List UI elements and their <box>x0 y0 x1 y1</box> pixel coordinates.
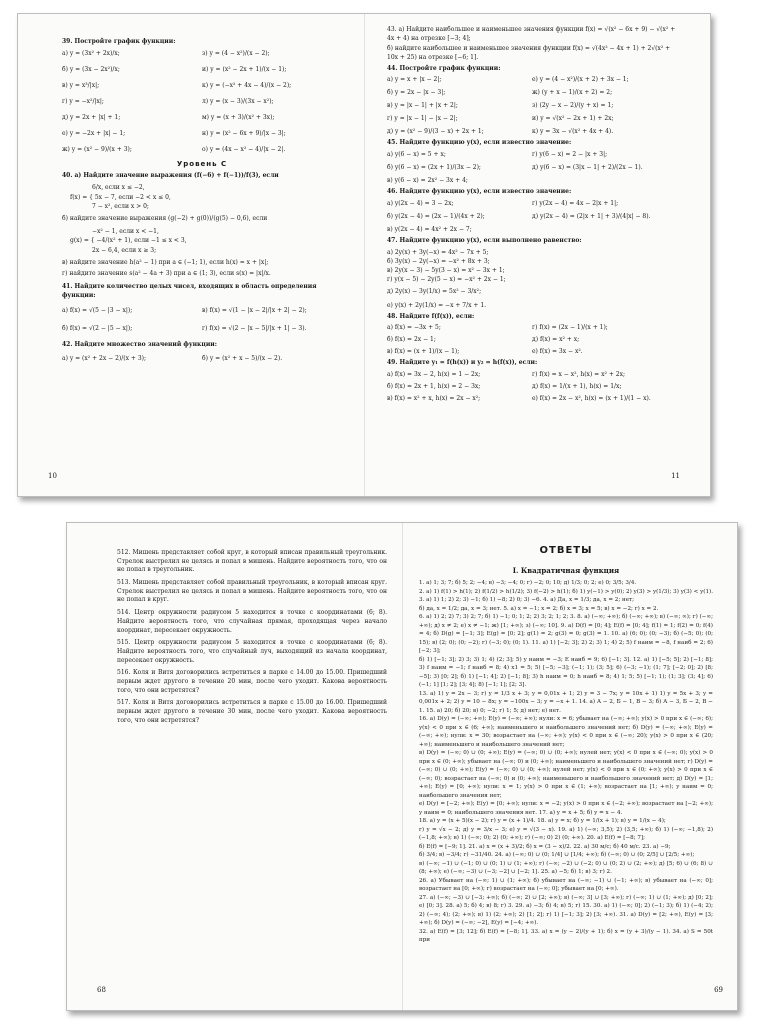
book-spread-top <box>17 13 711 497</box>
exercise-41-title: 41. Найдите количество целых чисел, входящих в область определения функции: <box>62 283 317 299</box>
ex47-item: е) y(x) + 2y(1/x) = −x + 7/x + 1. <box>387 301 487 309</box>
ex39-row <box>62 97 342 106</box>
ex44-item: ж) (y + x − 1)/(x + 2) = 2; <box>532 89 613 97</box>
answer-paragraph: б) 1) [−1; 3]; 2) 3; 3) 1; 4) (2; 3]; 5) y наим = −3; E наиб = 9; 6) [−1; 3]. 12. а) 1) [−5; 5]; 2) [−1; 8]; 3) f наим = −1; f наиб = 8; 4) x1 = 5; 5) [−5; −3]; (−1; 1); (3; 5]; 6) (−3; −1); (1; 7]; [−2; 0]; 2) [8; −5]; 3) [0; 2]; б) 1) [−1; 4]; 2) [−1; 8]; 3) h наим = 0; h наиб = 8; 4) 1; 5; 5) [−1; 1); (1; 3]; (3; 4]; 6) (−1; 1] [1; 2]; [3; 4]; 8) [−1; 1]; [2; 3]. <box>419 656 713 688</box>
exercise-44-title: 44. Постройте график функции: <box>387 64 501 72</box>
exercise-42-title: 42. Найдите множество значений функции: <box>62 340 217 348</box>
ex47-line <box>387 257 677 266</box>
ex39-item: е) y = −2x + |x| − 1; <box>62 129 126 137</box>
ex45-item: д) y(6 − x) = (3|x − 1| + 2)/(2x − 1). <box>532 164 643 172</box>
ex45-row <box>387 163 677 172</box>
page-68 <box>67 523 402 1010</box>
answer-paragraph: 13. а) 1) y = 2x − 3; г) y = 1/3 x + 3; у = 0,01x + 1; 2) y = 3 − 7x; y = 10x + 1) 1) y = 5x + 3; y = 0,001x + 2; 2) y = 10 − 8x; y = −100x − 3; y = −x + 1. 14. а) А − 2, Б − 1, В − 3; б) А − 3, Б − 2, В − 1. 15. а) 20; б) 20; в) 0; −2; г) 1; 5; д) нет; е) нет. <box>419 690 713 714</box>
ex48-item: а) f(x) = −3x + 5; <box>387 324 441 332</box>
ex42-item: б) y = (x² + x − 5)/(x − 2). <box>202 355 283 363</box>
exercise-40c: в) найдите значение h(a² − 1) при a ∈ (−1; 1), если h(x) = x + |x|; <box>62 258 269 266</box>
piecewise-line: 7 − x², если x > 0; <box>92 202 149 210</box>
answer-paragraph: 18. а) y = (x + 5)(x − 2); г) y = (x + 1)/4. 18. а) y = x; б) y = 1/(x + 1); в) y = 1/(x − 4); <box>419 818 666 824</box>
exercise-45-title: 45. Найдите функцию y(x), если известно значение: <box>387 139 572 147</box>
ex39-item: а) y = (3x² + 2x)/x; <box>62 49 120 57</box>
ex39-item: л) y = (x − 3)/(3x − x²); <box>202 97 274 105</box>
task-517: 517. Коля и Витя договорились встретиться в парке с 15.00 до 16.00. Пришедший первым ждет другого в течение 30 мин, после чего уходит. Какова вероятность того, что они встретятся? <box>117 699 387 724</box>
page-11 <box>365 14 710 496</box>
ex39-row <box>62 145 342 154</box>
ex39-row <box>62 65 342 74</box>
ex49-item: а) f(x) = 3x − 2, h(x) = 1 − 2x; <box>387 370 481 378</box>
page-69 <box>403 523 737 1010</box>
ex48-item: б) f(x) = 2x − 1; <box>387 336 436 344</box>
ex39-row <box>62 129 342 138</box>
ex49-row <box>387 382 677 391</box>
ex39-row <box>62 113 342 122</box>
ex45-item: в) y(6 − x) = 2x² − 3x + 4; <box>387 177 468 185</box>
ex45-item: б) y(6 − x) = (2x + 1)/(3x − 2); <box>387 164 481 172</box>
ex44-row <box>387 75 677 84</box>
exercise-40a: 40. а) Найдите значение выражения (f(−6) + f(−1))/f(3), если <box>62 171 279 179</box>
exercise-40b-cases <box>62 227 342 255</box>
ex47-item: г) y(x − 5) − 2y(5 − x) = −x² + 2x − 1; <box>387 275 506 283</box>
ex44-item: д) y = (x² − 9)/(3 − x) + 2x + 1; <box>387 128 484 136</box>
piecewise-line: 2x − 6,4, если x ≥ 3; <box>92 246 157 254</box>
page-number-11: 11 <box>671 472 680 480</box>
ex41-row <box>62 306 342 315</box>
ex39-row <box>62 81 342 90</box>
ex48-row <box>387 323 677 332</box>
ex48-item: г) f(x) = (2x − 1)/(x + 1); <box>532 324 608 332</box>
page-number-10: 10 <box>48 472 57 480</box>
piecewise-line: f(x) = { 5x − 7, если −2 < x ≤ 0, <box>70 193 171 201</box>
answer-paragraph: в) D(y) = (−∞; 0) ∪ (0; +∞); E(y) = (−∞; 0) ∪ (0; +∞); нулей нет; y(x) < 0 при x ∈ (−∞; 0); y(x) > 0 при x ∈ (0; +∞); убывает на (−∞; 0) и (0; +∞); наименьшего и наибольшего значений нет; г) D(y) = (−∞; 0) ∪ (0; +∞); E(y) = (−∞; 0) ∪ (0; +∞); нулей нет; y(x) < 0 при x ∈ (0; +∞); y(x) > 0 при x ∈ (−∞; 0); возрастает на (−∞; 0) и (0; +∞); наименьшего и наибольшего значений нет; д) D(y) = [1; +∞); E(y) = [0; +∞); нули: x = 1; y(x) > 0 при x ∈ (1; +∞); возрастает на [1; +∞); y наим = 0; наибольшего значения нет; <box>419 750 713 799</box>
ex39-item: д) y = 2x + |x| + 1; <box>62 113 121 121</box>
ex47-item: б) 3y(x) − 2y(−x) = −x² + 8x + 3; <box>387 257 490 265</box>
answer-paragraph: 6. а) 1) 2; 2) 7; 3) 2; 7; б) 1) −1; 0; 1; 2; 2) 3; 2; 1; 2; 3. 8. а) (−∞; +∞); б) (−∞; +∞); в) (−∞; ∞); г) (−∞; +∞); д) x ≠ 2; е) x ≠ −1; ж) [1; +∞); з) (−∞; 10]. 9. а) D(f) = [0; 4]; E(f) = [0; 4]; f(1) = 1; f(2) = 0; f(4) = 4; б) D(g) = [−1; 3]; E(g) = [0; 2]; g(1) = 2; g(3) = 0; g(3) = 1. 10. а) (6; 0); (0; −3); б) (−5; 0); (0; 15); в) (2; 0); (0; −2); г) (−3; 0); (0; 1). 11. а) 1) [−2; 3]; 2) 2; 3) 1; 4) 2; 5) f наим = −8, f наиб = 2; 6) [−2; 3]; <box>419 614 713 654</box>
ex41-item: б) f(x) = √(2 − |5 − x|); <box>62 324 133 332</box>
page-10 <box>18 14 364 496</box>
exercise-43b: б) найдите наибольшее и наименьшее значения функции f(x) = √(4x² − 4x + 1) + 2√(x² + 10x + 25) на отрезке [−6; 1]. <box>387 45 671 62</box>
ex42-item: а) y = (x² + 2x − 2)/(x + 3); <box>62 355 146 363</box>
page-11-content <box>387 26 677 403</box>
ex46-item: г) y(2x − 4) = 4x − 2|x + 1|; <box>532 199 619 207</box>
ex45-row <box>387 150 677 159</box>
page-68-content <box>117 549 387 729</box>
ex46-item <box>532 225 677 234</box>
ex49-item: д) f(x) = 1/(x + 1), h(x) = 1/x; <box>532 382 622 390</box>
page-number-68: 68 <box>97 986 106 994</box>
ex47-line <box>387 287 677 296</box>
ex46-item: в) y(2x − 4) = 4x² + 2x − 7; <box>387 225 472 233</box>
ex44-row <box>387 127 677 136</box>
ex44-item: а) y = x + |x − 2|; <box>387 76 442 84</box>
ex48-item: е) f(x) = 3x − x². <box>532 348 583 356</box>
answer-paragraph: 1. а) 1; 3; 7; б) 5; 2; −4; в) −3; −4; 0; г) −2; 0; 10; д) 1/3; 0; 2; е) 0; 3/5; 3/4. <box>419 580 637 586</box>
answer-paragraph: 32. а) E(f) = [3; 12]; б) E(f) = [−8; 1]. 33. а) x = (y − 2)/(y + 1); б) x = (y + 3)/(y − 1). 34. а) S = 50t при <box>419 928 713 943</box>
ex47-item: в) 2y(x − 3) − 5y(3 − x) = x² − 3x + 1; <box>387 266 505 274</box>
ex47-item: д) 2y(x) − 3y(1/x) = 5x² − 3/x²; <box>387 287 482 295</box>
ex44-row <box>387 101 677 110</box>
exercise-46-title: 46. Найдите функцию y(x), если известно значение: <box>387 188 572 196</box>
ex39-item: в) y = x³/|x|; <box>62 81 100 89</box>
exercise-47-title: 47. Найдите функцию y(x), если выполнено равенство: <box>387 236 582 244</box>
answers-body <box>419 579 713 945</box>
ex44-item: в) y = |x − 1| + |x + 2|; <box>387 102 458 110</box>
ex48-row <box>387 347 677 356</box>
exercise-43a: 43. а) Найдите наибольшее и наименьшее значения функции f(x) = √(x² − 6x + 9) − √(x² + 4x + 4) на отрезке [−3; 4]; <box>387 26 676 42</box>
ex49-item: г) f(x) = x − x², h(x) = x² + 2x; <box>532 370 625 378</box>
ex39-item: к) y = (−x² + 4x − 4)/(x − 2); <box>202 81 292 89</box>
ex45-item <box>532 176 677 185</box>
book-spread-bottom <box>66 522 738 1011</box>
ex46-item: д) y(2x − 4) = (2|x + 1| + 3)/(4|x| − 8). <box>532 212 651 220</box>
piecewise-line: 6/x, если x ≤ −2, <box>92 184 145 192</box>
exercise-40a-cases <box>62 183 342 211</box>
ex39-item: о) y = (4x − x² − 4)/|x − 2|. <box>202 145 286 153</box>
ex48-item: д) f(x) = x² + x; <box>532 336 580 344</box>
ex39-row <box>62 49 342 58</box>
task-513: 513. Мишень представляет собой правильный треугольник, в который вписан круг. Стрелок выстрелил не целясь и попал в мишень. Найдите вероятность того, что он не попал в круг. <box>117 579 387 604</box>
task-516: 516. Коля и Витя договорились встретиться в парке с 14.00 до 15.00. Пришедший первым ждет другого в течение 20 мин, после чего уходит. Какова вероятность того, что они встретятся? <box>117 669 387 694</box>
answer-paragraph: б) 3/4; в) −3/4; г) −31/40. 24. а) (−∞; 0) ∪ (0; 1/4] ∪ [1/4; +∞); б) (−∞; 0) ∪ (0; 2/5] ∪ [2/5; +∞); <box>419 852 695 858</box>
ex44-item: и) y = √(x² − 2x + 1) + 2x; <box>532 115 614 123</box>
ex39-item: б) y = (3x − 2x²)/x; <box>62 65 120 73</box>
answer-paragraph: 26. а) Убывает на (−∞; 1) ∪ (1; +∞); б) убывает на (−∞; −1) ∪ (−1; +∞); в) убывает на (−∞; 0]; возрастает на [0; +∞); г) возрастает на (−∞; 0]; убывает на [0; +∞). <box>419 877 713 892</box>
ex49-row <box>387 394 677 403</box>
ex41-item: г) f(x) = √(2 − |x − 5|/|x + 1| − 3). <box>202 324 307 332</box>
page-69-content <box>419 523 713 945</box>
ex46-row <box>387 225 677 234</box>
task-514: 514. Центр окружности радиусом 5 находится в точке с координатами (6; 8). Найдите вероятность того, что случайная прямая, проходящая через начало координат, пересекает окружность. <box>117 609 387 634</box>
ex44-item: г) y = |x − 1| − |x − 2|; <box>387 115 458 123</box>
ex46-row <box>387 212 677 221</box>
answer-paragraph: 2. а) 1) f(1) > h(1); 2) f(1/2) > h(1/2); 3) f(−2) > h(1); б) 1) y(−1) > y(0); 2) y(3) > y(1/3); 3) y(3) < y(1). 3. а) 1) 1; 2) 2; 3) −1; б) 1) −8; 2) 0; 3) −6. 4. а) Да, x = 1/3; да, x = 2; нет; <box>419 588 713 603</box>
ex41-item: в) f(x) = √(1 − |x − 2|/|x + 2| − 2); <box>202 306 307 314</box>
ex39-item: г) y = −x²/|x|; <box>62 97 104 105</box>
ex48-item: в) f(x) = (x + 1)/(x − 1); <box>387 348 460 356</box>
ex46-item: б) y(2x − 4) = (2x − 1)/(4x + 2); <box>387 212 485 220</box>
ex44-item: к) y = 3x − √(x² + 4x + 4). <box>532 128 614 136</box>
ex47-line <box>387 266 677 275</box>
exercise-39-rows <box>62 49 342 154</box>
ex49-row <box>387 370 677 379</box>
ex48-row <box>387 335 677 344</box>
ex39-item: и) y = (x² − 2x + 1)/(x − 1); <box>202 65 287 73</box>
exercise-39-title: 39. Постройте график функции: <box>62 38 176 45</box>
level-heading: Уровень C <box>176 159 228 168</box>
task-512: 512. Мишень представляет собой круг, в который вписан правильный треугольник. Стрелок выстрелил не целясь и попал в мишень. Найдите вероятность того, что он не попал в треугольник. <box>117 549 387 574</box>
answer-paragraph: е) D(y) = [−2; +∞); E(y) = [0; +∞); нули: x = −2; y(x) > 0 при x ∈ (−2; +∞); возрастает на [−2; +∞); y наим = 0; наибольшего значения нет. 17. а) y = x + 5; б) y = x − 4. <box>419 801 713 816</box>
answers-title: ОТВЕТЫ <box>539 545 593 556</box>
ex45-row <box>387 176 677 185</box>
answers-section-title: I. Квадратичная функция <box>512 566 620 575</box>
exercise-40d: г) найдите значение s(a² − 4a + 3) при a ∈ (1; 3), если s(x) = |x|/x. <box>62 269 271 277</box>
exercise-49-title: 49. Найдите y₁ = f(h(x)) и y₂ = h(f(x)), если: <box>387 359 538 367</box>
answer-paragraph: в) (−∞; −1) ∪ (−1; 0) ∪ (0; 1) ∪ (1; +∞); г) (−∞; −2) ∪ (−2; 0) ∪ (0; 2) ∪ (2; +∞); д) [5; 6) ∪ (6; 8) ∪ (8; +∞); е) (−∞; −3) ∪ (−3; −2] ∪ [−2; 1]. 25. а) −5; б) 1; в) 3; г) 2. <box>419 860 713 875</box>
task-515: 515. Центр окружности радиусом 5 находится в точке с координатами (6; 8). Найдите вероятность того, что случайный луч, выходящий из начала координат, пересекает окружность. <box>117 639 387 664</box>
ex39-item: ж) y = (x² − 9)/(x + 3); <box>62 145 132 153</box>
answer-paragraph: 16. а) D(y) = (−∞; +∞); E(y) = (−∞; +∞); нули: x = 6; убывает на (−∞; +∞); y(x) > 0 при x ∈ (−∞; 6); y(x) < 0 при x ∈ (6; +∞); наименьшего и наибольшего значений нет; б) D(y) = (−∞; +∞); E(y) = (−∞; +∞); нули: x = 30; возрастает на (−∞; +∞); y(x) < 0 при x ∈ (−∞; 20); y(x) > 0 при x ∈ (20; +∞); наименьшего и наибольшего значений нет; <box>419 716 713 748</box>
piecewise-line: g(x) = { −4/(x² + 1), если −1 ≤ x < 3, <box>70 237 187 245</box>
ex39-item: м) y = (x + 3)/(x² + 3x); <box>202 113 275 121</box>
ex49-item: е) f(x) = 2x − x², h(x) = (x + 1)/(1 − x). <box>532 394 651 402</box>
ex46-item: а) y(2x − 4) = 3 − 2x; <box>387 199 454 207</box>
exercise-40b: б) найдите значение выражения (g(−2) + g(0))/(g(5) − 0,6), если <box>62 215 268 223</box>
ex47-item: а) 2y(x) + 3y(−x) = 4x² − 7x + 5; <box>387 248 489 256</box>
ex47-line <box>387 275 677 284</box>
answer-paragraph: 27. а) (−∞; −3) ∪ [−3; +∞); б) (−∞; 2) ∪ [2; +∞); в) (−∞; 3] ∪ [3; +∞); г) (−∞; 1) ∪ (1; +∞); д) [0; 2]; е) [0; 3]. 28. а) 5; б) 4; в) 8; г) 3. 29. а) −3; б) 4; в) 5; г) 15. 30. а) 1) (−∞; 0]; 2) (−1; 3); б) 1) (−4; 2); 2) (−∞; 4); (2; +∞); в) 1) (2; +∞); 2) [1; 2]; г) 1) [−1; 3]; 2) [3; +∞). 31. а) D(y) = [2; +∞), E(y) = [3; +∞); б) D(y) = (−∞; −2], E(y) = [−4; +∞). <box>419 894 713 926</box>
ex49-item: в) f(x) = x² + x, h(x) = 2x − x²; <box>387 394 481 402</box>
ex41-item: а) f(x) = √(5 − |3 − x|); <box>62 306 133 314</box>
ex39-item: н) y = (x² − 6x + 9)/|x − 3|; <box>202 129 286 137</box>
page-10-content <box>62 38 342 363</box>
ex49-item: б) f(x) = 2x + 1, h(x) = 2 − 3x; <box>387 382 481 390</box>
ex44-row <box>387 88 677 97</box>
answer-paragraph: г) y = √x − 2; д) y = 3/x − 3; е) y = √(3 − x). 19. а) 1) (−∞; 3,5); 2) (3,5; +∞); б) 1) (−∞; −1,8); 2) (−1,8; +∞); в) 1) (−∞; 0); 2) (0; +∞); г) (−∞; 0) 2) (0; +∞). 20. а) E(f) = [−8; 7]; <box>419 826 713 841</box>
page-number-69: 69 <box>714 986 723 994</box>
ex45-item: г) y(6 − x) = 2 − |x + 3|; <box>532 151 608 159</box>
ex44-item: б) y = 2x − |x − 3|; <box>387 89 446 97</box>
ex47-line <box>387 248 677 257</box>
ex44-row <box>387 114 677 123</box>
piecewise-line: −x² − 1, если x < −1, <box>92 227 159 235</box>
answer-paragraph: б) да, x = 1/2; да, x = 3; нет. 5. а) x = −1; x = 2; б) x = 3; x = 5; в) x = −2; г) x = 2. <box>419 605 659 612</box>
ex39-item: з) y = (4 − x²)/(x − 2); <box>202 49 270 57</box>
ex46-row <box>387 199 677 208</box>
ex44-item: е) y = (4 − x²)/(x + 2) + 3x − 1; <box>532 76 629 84</box>
answer-paragraph: б) E(f) = [−9; 1]. 21. а) x = (x + 3)/2; б) x = (3 − x)/2. 22. а) 30 м/с; б) 40 м/с. 23. а) −9; <box>419 843 671 850</box>
ex42-row <box>62 354 342 363</box>
ex47-line <box>387 301 677 310</box>
exercise-48-title: 48. Найдите f(f(x)), если: <box>387 312 475 320</box>
ex41-row <box>62 324 342 333</box>
ex45-item: а) y(6 − x) = 5 + x; <box>387 151 446 159</box>
ex44-item: з) (2y − x − 2)/(y + x) = 1; <box>532 102 614 110</box>
